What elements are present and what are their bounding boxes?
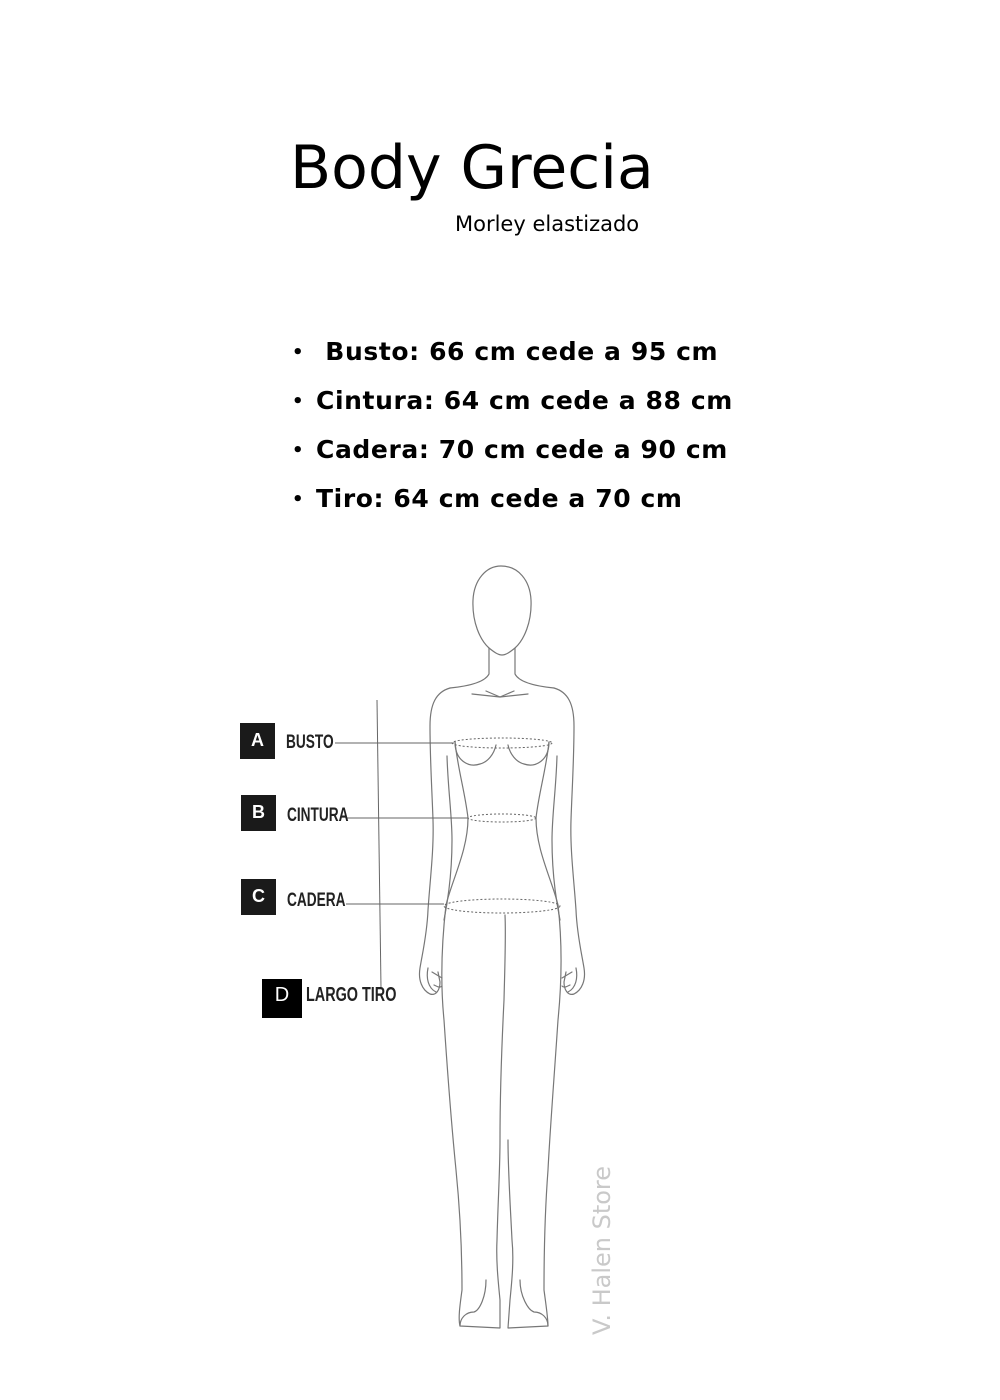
measurement-text: Tiro: 64 cm cede a 70 cm [316,484,683,513]
label-busto: BUSTO [286,732,334,753]
bullet-icon: • [292,440,305,461]
label-c-box: C [241,879,276,915]
bullet-icon: • [292,489,305,510]
label-cintura: CINTURA [287,805,349,826]
bullet-icon: • [292,342,305,363]
label-largo-tiro: LARGO TIRO [306,984,397,1006]
label-b-box: B [241,795,276,831]
measurement-text: Cintura: 64 cm cede a 88 cm [316,386,733,415]
page-title: Body Grecia [290,133,654,203]
measurement-text: Cadera: 70 cm cede a 90 cm [316,435,728,464]
page-subtitle: Morley elastizado [455,212,640,236]
measurement-text: Busto: 66 cm cede a 95 cm [316,337,719,366]
label-cadera: CADERA [287,890,346,911]
bullet-icon: • [292,391,305,412]
label-a-box: A [240,723,275,759]
watermark: V. Halen Store [588,1165,616,1335]
label-d-box: D [262,979,302,1018]
